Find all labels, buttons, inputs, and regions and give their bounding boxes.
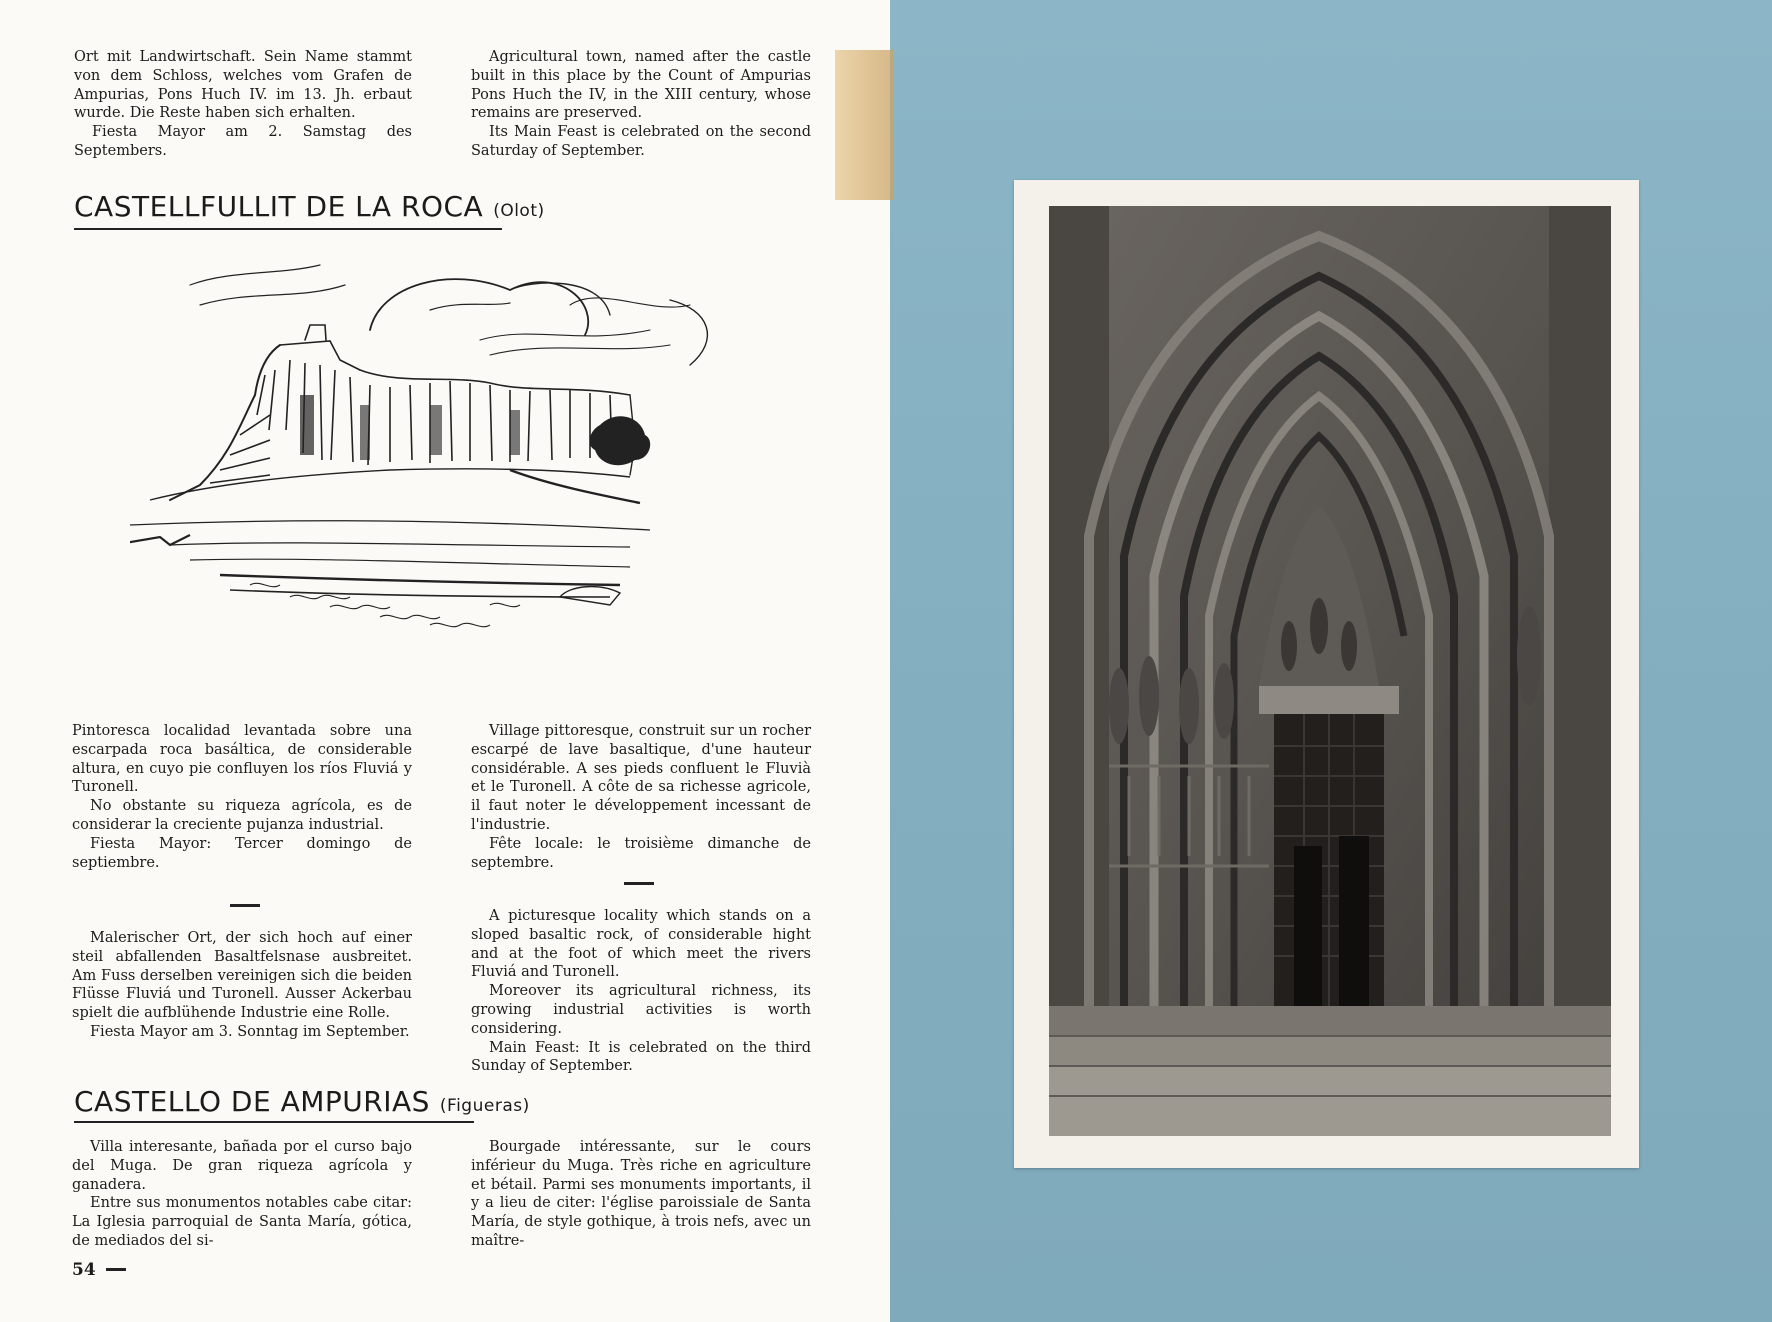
- section1-heading-rule: [74, 228, 502, 230]
- section1-english-para-3: Main Feast: It is celebrated on the third Sunday of September.: [471, 1039, 811, 1075]
- section1-english-para-1: A picturesque locality which stands on a sloped basaltic rock, of considerable hight and at the foot of which meet the rivers Fluviá and Turonell.: [471, 908, 811, 981]
- section1-spanish-column: [72, 722, 412, 872]
- top-english-para-2: Its Main Feast is celebrated on the second Saturday of September.: [471, 124, 811, 159]
- cathedral-portal-photo: [1049, 206, 1611, 1136]
- section1-french-para-2: Fête locale: le troisième dimanche de septembre.: [471, 835, 811, 871]
- signature-mark: [560, 587, 620, 605]
- section2-spanish-column: [72, 1138, 412, 1251]
- top-english-para-1: Agricultural town, named after the castle built in this place by the Count of Ampurias Pons Huch the IV, in the XIII century, whose remains are preserved.: [471, 49, 811, 122]
- top-german-para-2: Fiesta Mayor am 2. Samstag des Septembers.: [74, 124, 412, 159]
- section1-spanish-para-3: Fiesta Mayor: Tercer domingo de septiembre.: [72, 835, 412, 871]
- section1-english-para-2: Moreover its agricultural richness, its growing industrial activities is worth considering.: [471, 983, 811, 1037]
- section1-spanish-para-2: No obstante su riqueza agrícola, es de considerar la creciente pujanza industrial.: [72, 798, 412, 833]
- section2-heading-rule: [74, 1121, 474, 1123]
- top-english-column: [471, 48, 811, 161]
- section1-spanish-para-1: Pintoresca localidad levantada sobre una escarpada roca basáltica, de considerable altura, en cuyo pie confluyen los ríos Fluviá y Turonell.: [72, 723, 412, 796]
- tape-strip: [835, 50, 893, 200]
- section2-spanish-para-1: Villa interesante, bañada por el curso bajo del Muga. De gran riqueza agrícola y ganadera.: [72, 1139, 412, 1193]
- section2-french-column: [471, 1138, 811, 1251]
- top-german-para-1: Ort mit Landwirtschaft. Sein Name stammt von dem Schloss, welches vom Grafen de Ampurias, Pons Huch IV. im 13. Jh. erbaut wurde. Die Reste haben sich erhalten.: [74, 49, 412, 122]
- section1-english-column: [471, 907, 811, 1076]
- section1-german-para-2: Fiesta Mayor am 3. Sonntag im September.: [90, 1023, 410, 1040]
- separator-dash-left: [230, 904, 260, 907]
- section1-french-column: [471, 722, 811, 872]
- page-number-dash: [106, 1268, 126, 1271]
- section1-german-para-1: Malerischer Ort, der sich hoch auf einer steil abfallenden Basaltfelsnase ausbreitet. Am Fuss derselben vereinigen sich die beiden Flüsse Fluviá und Turonell. Ausser Ackerbau spielt die aufblühende Industrie eine Rolle.: [72, 930, 412, 1022]
- separator-dash-right: [624, 882, 654, 885]
- section1-french-para-1: Village pittoresque, construit sur un rocher escarpé de lave basaltique, d'une hauteur considérable. A ses pieds confluent le Fluvià et le Turonell. A côte de sa richesse agricole, il faut noter le développement incessant de l'industrie.: [471, 723, 811, 833]
- page-number: 54: [72, 1260, 96, 1280]
- castellfullit-illustration: [130, 245, 750, 695]
- top-german-column: [74, 48, 412, 161]
- section2-subtitle: (Figueras): [439, 1096, 530, 1116]
- section1-title: CASTELLFULLIT DE LA ROCA: [74, 190, 484, 223]
- section2-title: CASTELLO DE AMPURIAS: [74, 1085, 430, 1118]
- section2-french-para-1: Bourgade intéressante, sur le cours inférieur du Muga. Très riche en agriculture et bétail. Parmi ses monuments importants, il y a lieu de citer: l'église paroissiale de Santa María, de style gothique, à trois nefs, avec un maître-: [471, 1139, 811, 1249]
- section2-heading: [74, 1085, 530, 1118]
- section1-subtitle: (Olot): [493, 201, 545, 221]
- section2-spanish-para-2: Entre sus monumentos notables cabe citar: La Iglesia parroquial de Santa María, gótica, de mediados del si-: [72, 1195, 412, 1249]
- section1-heading: [74, 190, 545, 223]
- section1-german-column: [72, 929, 412, 1042]
